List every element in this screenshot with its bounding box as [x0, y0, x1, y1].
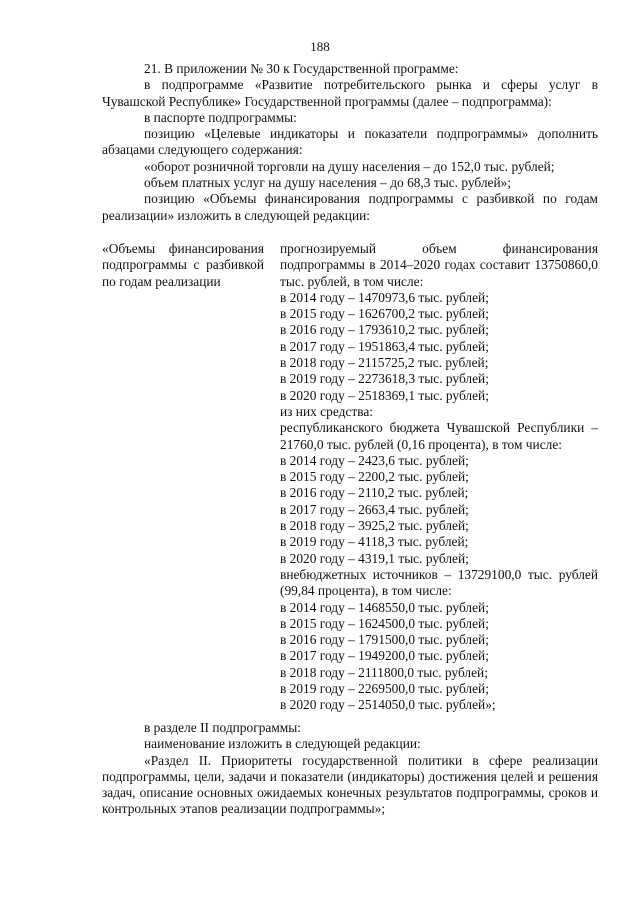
passport-reference: в паспорте подпрограммы:	[144, 109, 297, 125]
subprogram-reference: в подпрограмме «Развитие потребительского рынка и сферы услуг в Чувашской Республике» Государственной программы (далее – подпрограмма):	[102, 77, 598, 109]
republic-year-line: в 2016 году – 2110,2 тыс. рублей;	[280, 485, 469, 501]
republic-year-line: в 2015 году – 2200,2 тыс. рублей;	[280, 469, 469, 485]
total-financing-text: прогнозируемый объем финансирования подпрограммы в 2014–2020 годах составит 13750860,0 тыс. рублей, в том числе:	[280, 241, 598, 289]
title-instruction: наименование изложить в следующей редакции:	[144, 736, 421, 752]
extrabudget-year-line: в 2020 году – 2514050,0 тыс. рублей»;	[280, 697, 496, 713]
section-ii-reference: в разделе II подпрограммы:	[144, 720, 301, 735]
republic-budget-text: республиканского бюджета Чувашской Республики – 21760,0 тыс. рублей (0,16 процента), в том числе:	[280, 420, 598, 452]
total-year-line: в 2020 году – 2518369,1 тыс. рублей;	[280, 387, 489, 403]
total-year-line: в 2014 году – 1470973,6 тыс. рублей;	[280, 289, 489, 305]
financing-value-cell	[280, 241, 598, 714]
total-year-line: в 2016 году – 1793610,2 тыс. рублей;	[280, 322, 489, 338]
republic-year-line: в 2014 году – 2423,6 тыс. рублей;	[280, 452, 469, 468]
extrabudget-text: внебюджетных источников – 13729100,0 тыс. рублей (99,84 процента), в том числе:	[280, 566, 598, 599]
total-year-line: в 2015 году – 1626700,2 тыс. рублей;	[280, 306, 489, 322]
extrabudget-year-line: в 2018 году – 2111800,0 тыс. рублей;	[280, 664, 488, 680]
item-21-heading: 21. В приложении № 30 к Государственной программе:	[144, 61, 459, 76]
financing-instruction: позицию «Объемы финансирования подпрограммы с разбивкой по годам реализации» изложить в следующей редакции:	[102, 191, 598, 223]
section-ii-new-title: «Раздел II. Приоритеты государственной политики в сфере реализации подпрограммы, цели, задачи и показатели (индикаторы) достижения целей и решения задач, описание основных ожидаемых конечных результатов подпрограммы, сроков и контрольных этапов реализации подпрограммы»;	[102, 752, 598, 817]
indicators-instruction: позицию «Целевые индикаторы и показатели подпрограммы» дополнить абзацами следующего содержания:	[102, 126, 598, 158]
total-year-line: в 2017 году – 1951863,4 тыс. рублей;	[280, 338, 489, 354]
republic-year-line: в 2020 году – 4319,1 тыс. рублей;	[280, 550, 469, 566]
page-number: 188	[310, 39, 330, 54]
total-year-line: в 2018 году – 2115725,2 тыс. рублей;	[280, 355, 489, 371]
extrabudget-year-line: в 2014 году – 1468550,0 тыс. рублей;	[280, 599, 489, 615]
extrabudget-year-line: в 2019 году – 2269500,0 тыс. рублей;	[280, 681, 489, 697]
section-ii-changes	[102, 720, 598, 818]
sources-heading: из них средства:	[280, 403, 374, 419]
intro-section	[102, 61, 598, 224]
republic-year-line: в 2019 году – 4118,3 тыс. рублей;	[280, 534, 469, 550]
financing-label-cell: «Объемы финансирования подпрограммы с разбивкой по годам реализации	[102, 241, 264, 289]
paid-services-indicator: объем платных услуг на душу населения – до 68,3 тыс. рублей»;	[144, 175, 512, 191]
extrabudget-year-line: в 2016 году – 1791500,0 тыс. рублей;	[280, 632, 489, 648]
republic-year-line: в 2017 году – 2663,4 тыс. рублей;	[280, 501, 469, 517]
extrabudget-year-line: в 2017 году – 1949200,0 тыс. рублей;	[280, 648, 489, 664]
retail-turnover-indicator: «оборот розничной торговли на душу населения – до 152,0 тыс. рублей;	[144, 158, 555, 174]
extrabudget-year-line: в 2015 году – 1624500,0 тыс. рублей;	[280, 615, 489, 631]
republic-year-line: в 2018 году – 3925,2 тыс. рублей;	[280, 518, 469, 534]
total-year-line: в 2019 году – 2273618,3 тыс. рублей;	[280, 371, 489, 387]
